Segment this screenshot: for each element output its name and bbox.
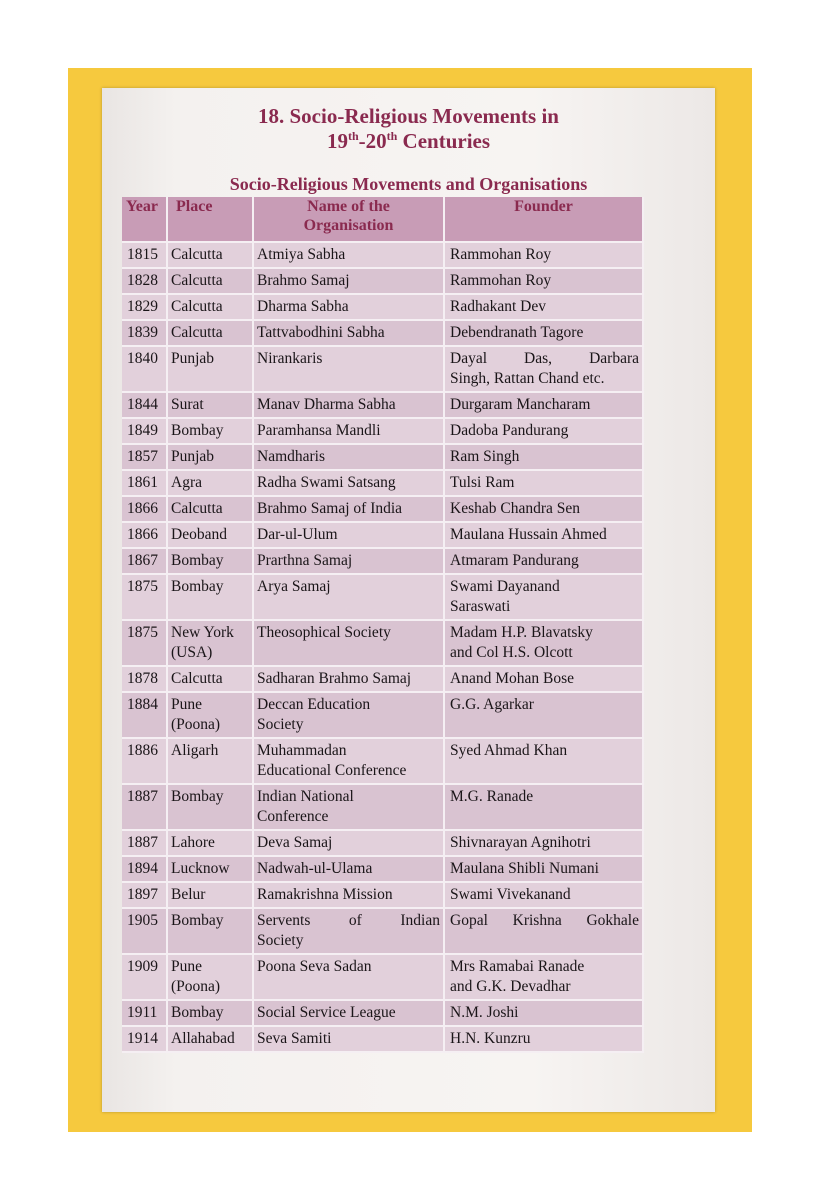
header-organisation: Name of the Organisation [253,197,444,242]
cell-year: 1867 [122,548,167,574]
cell-year: 1839 [122,320,167,346]
cell-place: Punjab [167,444,253,470]
header-year: Year [122,197,167,242]
cell-organisation: Tattvabodhini Sabha [253,320,444,346]
cell-organisation: Nirankaris [253,346,444,392]
cell-organisation: Prarthna Samaj [253,548,444,574]
cell-year: 1828 [122,268,167,294]
cell-place: Calcutta [167,496,253,522]
table-row [122,548,643,574]
table-row [122,470,643,496]
table-row [122,320,643,346]
table-row [122,784,643,830]
chapter-title [102,104,715,154]
cell-organisation: Deva Samaj [253,830,444,856]
cell-place: Calcutta [167,268,253,294]
cell-founder: Anand Mohan Bose [444,666,643,692]
table-row [122,444,643,470]
cell-organisation: Social Service League [253,1000,444,1026]
cell-place: Belur [167,882,253,908]
cell-year: 1815 [122,242,167,268]
table-row [122,954,643,1000]
cell-year: 1887 [122,784,167,830]
cell-organisation: Seva Samiti [253,1026,444,1052]
cell-organisation: Paramhansa Mandli [253,418,444,444]
cell-place: Calcutta [167,242,253,268]
cell-place: Calcutta [167,320,253,346]
movements-table-wrap [122,197,643,1053]
table-row [122,268,643,294]
cell-founder: Durgaram Mancharam [444,392,643,418]
book-page [102,88,715,1112]
cell-organisation: Namdharis [253,444,444,470]
cell-organisation: Radha Swami Satsang [253,470,444,496]
cell-organisation: Servents of Indian Society [253,908,444,954]
cell-organisation: Theosophical Society [253,620,444,666]
cell-founder: Keshab Chandra Sen [444,496,643,522]
header-place: Place [167,197,253,242]
cell-place: Bombay [167,548,253,574]
cell-place: Bombay [167,1000,253,1026]
cell-year: 1849 [122,418,167,444]
cell-place: Pune (Poona) [167,954,253,1000]
table-row [122,294,643,320]
cell-founder: Dadoba Pandurang [444,418,643,444]
cell-founder: Dayal Das, Darbara Singh, Rattan Chand etc. [444,346,643,392]
table-row [122,692,643,738]
cell-year: 1861 [122,470,167,496]
cell-founder: Rammohan Roy [444,242,643,268]
cell-organisation: Manav Dharma Sabha [253,392,444,418]
cell-place: Surat [167,392,253,418]
table-row [122,346,643,392]
cell-place: Agra [167,470,253,496]
cell-founder: Radhakant Dev [444,294,643,320]
cell-year: 1905 [122,908,167,954]
table-row [122,620,643,666]
cell-organisation: Poona Seva Sadan [253,954,444,1000]
cell-year: 1911 [122,1000,167,1026]
cell-year: 1887 [122,830,167,856]
cell-founder: N.M. Joshi [444,1000,643,1026]
cell-founder: G.G. Agarkar [444,692,643,738]
cell-founder: Maulana Hussain Ahmed [444,522,643,548]
cell-year: 1840 [122,346,167,392]
cell-founder: Gopal Krishna Gokhale [444,908,643,954]
cell-founder: Syed Ahmad Khan [444,738,643,784]
cell-place: Allahabad [167,1026,253,1052]
cell-place: Punjab [167,346,253,392]
cell-founder: Ram Singh [444,444,643,470]
cell-place: Bombay [167,574,253,620]
table-header-row [122,197,643,242]
cell-organisation: Ramakrishna Mission [253,882,444,908]
cell-place: Lucknow [167,856,253,882]
table-row [122,1026,643,1052]
table-row [122,574,643,620]
cell-year: 1844 [122,392,167,418]
cell-organisation: Sadharan Brahmo Samaj [253,666,444,692]
table-row [122,392,643,418]
movements-table [122,197,644,1053]
cell-organisation: Muhammadan Educational Conference [253,738,444,784]
cell-place: Aligarh [167,738,253,784]
cell-year: 1875 [122,574,167,620]
cell-year: 1894 [122,856,167,882]
cell-organisation: Deccan Education Society [253,692,444,738]
cell-year: 1897 [122,882,167,908]
cell-organisation: Nadwah-ul-Ulama [253,856,444,882]
cell-founder: Madam H.P. Blavatsky and Col H.S. Olcott [444,620,643,666]
cell-place: Bombay [167,784,253,830]
table-row [122,522,643,548]
cell-organisation: Brahmo Samaj [253,268,444,294]
cell-year: 1909 [122,954,167,1000]
cell-founder: Debendranath Tagore [444,320,643,346]
table-row [122,496,643,522]
table-row [122,738,643,784]
cell-year: 1914 [122,1026,167,1052]
table-row [122,1000,643,1026]
cell-organisation: Arya Samaj [253,574,444,620]
cell-founder: Maulana Shibli Numani [444,856,643,882]
cell-year: 1829 [122,294,167,320]
cell-place: Calcutta [167,294,253,320]
table-row [122,666,643,692]
cell-founder: Rammohan Roy [444,268,643,294]
cell-place: Bombay [167,908,253,954]
cell-year: 1857 [122,444,167,470]
cell-founder: Swami Dayanand Saraswati [444,574,643,620]
cell-place: New York (USA) [167,620,253,666]
table-row [122,908,643,954]
table-row [122,418,643,444]
cell-year: 1875 [122,620,167,666]
header-founder: Founder [444,197,643,242]
cell-place: Bombay [167,418,253,444]
table-row [122,830,643,856]
cell-place: Deoband [167,522,253,548]
cell-founder: Swami Vivekanand [444,882,643,908]
cell-founder: M.G. Ranade [444,784,643,830]
cell-founder: H.N. Kunzru [444,1026,643,1052]
cell-founder: Atmaram Pandurang [444,548,643,574]
cell-founder: Tulsi Ram [444,470,643,496]
cell-founder: Shivnarayan Agnihotri [444,830,643,856]
cell-year: 1878 [122,666,167,692]
table-row [122,856,643,882]
cell-organisation: Dharma Sabha [253,294,444,320]
chapter-title-line1: 18. Socio-Religious Movements in [258,104,559,128]
cell-founder: Mrs Ramabai Ranade and G.K. Devadhar [444,954,643,1000]
cell-organisation: Brahmo Samaj of India [253,496,444,522]
cell-organisation: Indian National Conference [253,784,444,830]
section-subtitle: Socio-Religious Movements and Organisations [229,174,588,194]
chapter-title-line2: 19th-20th Centuries [326,129,491,153]
cell-organisation: Dar-ul-Ulum [253,522,444,548]
cell-place: Calcutta [167,666,253,692]
cell-year: 1884 [122,692,167,738]
cell-year: 1886 [122,738,167,784]
cell-place: Pune (Poona) [167,692,253,738]
table-row [122,242,643,268]
table-row [122,882,643,908]
cell-place: Lahore [167,830,253,856]
cell-year: 1866 [122,522,167,548]
cell-organisation: Atmiya Sabha [253,242,444,268]
cell-year: 1866 [122,496,167,522]
